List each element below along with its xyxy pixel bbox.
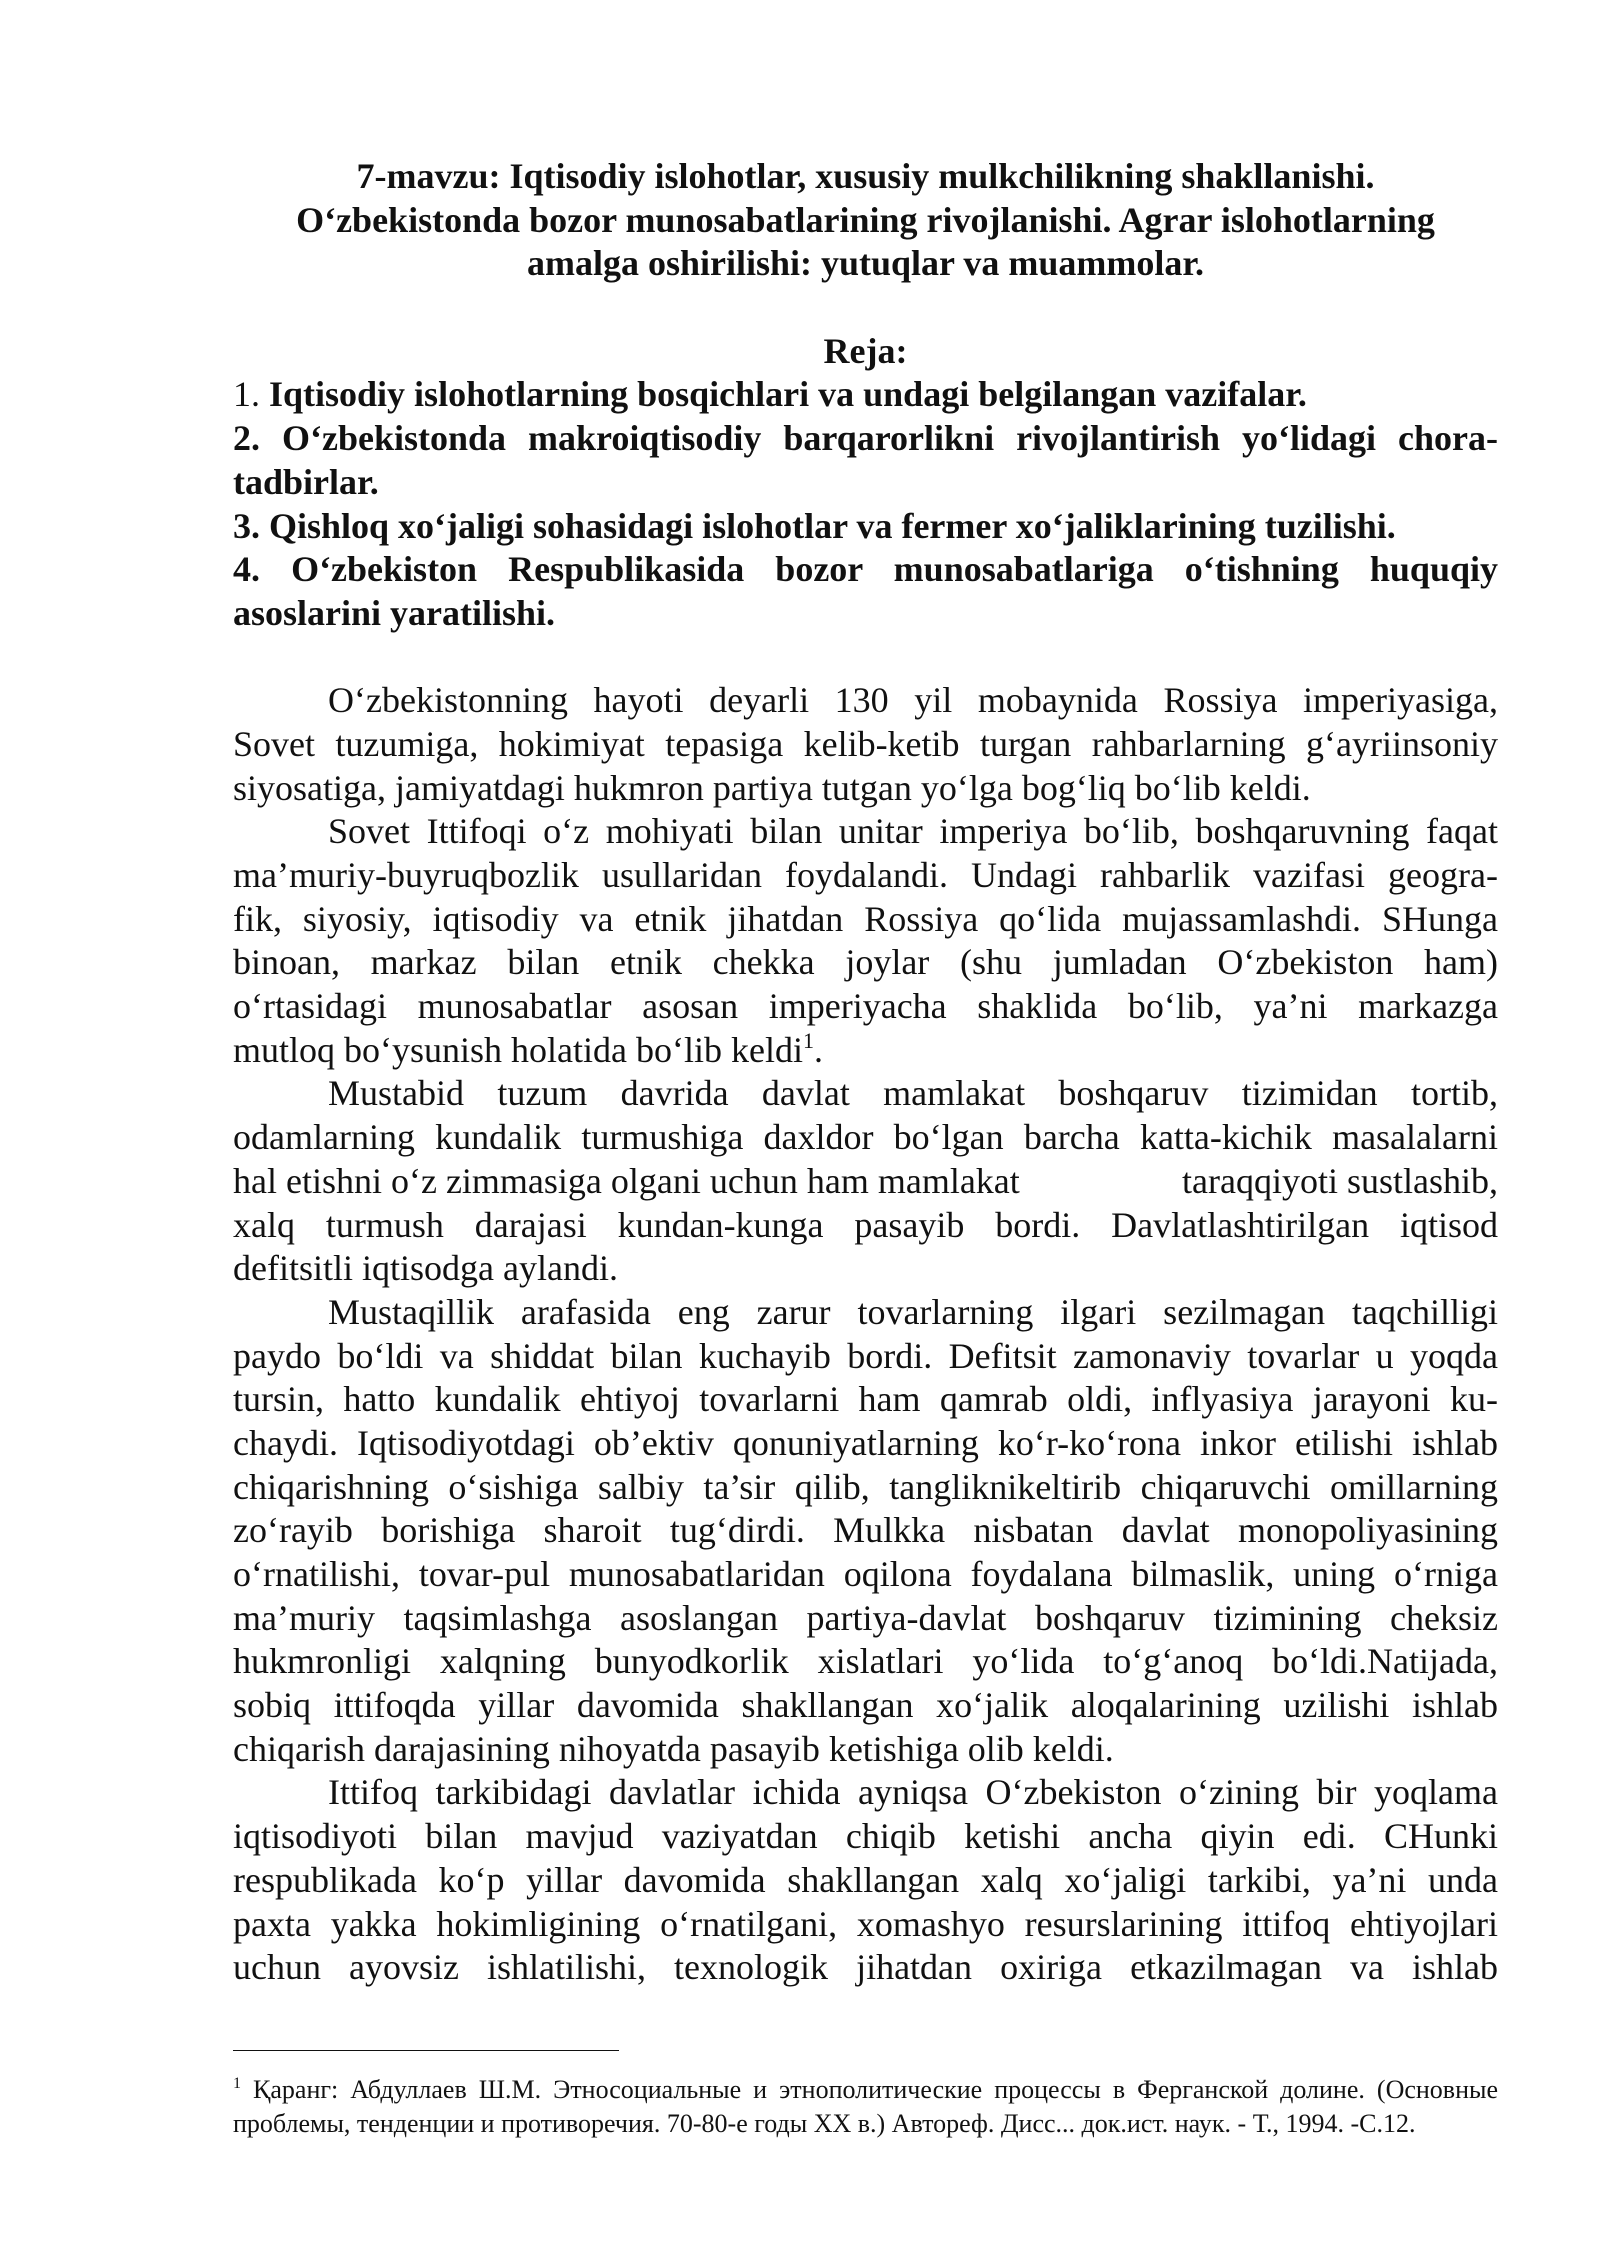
plan-item: [233, 548, 1498, 592]
blank-line: [233, 286, 1498, 330]
paragraph-line: iqtisodiyoti bilan mavjud vaziyatdan chiqib ketishi ancha qiyin edi. CHunki: [233, 1816, 1498, 1857]
plan-section: [233, 330, 1498, 636]
plan-item-continuation: asoslarini yaratilishi.: [233, 592, 556, 633]
paragraph-line-segment: taraqqiyoti sustlashib,: [1182, 1160, 1498, 1201]
footnote-marker: 1: [233, 2075, 241, 2092]
plan-item-text: Qishloq xo‘jaligi sohasidagi islohotlar va fermer xo‘jaliklarining tuzilishi.: [269, 505, 1396, 546]
plan-heading: Reja:: [823, 330, 908, 371]
paragraph-line: o‘rnatilishi, tovar-pul munosabatlaridan oqilona foydalana bilmaslik, uning o‘rniga: [233, 1554, 1498, 1594]
footnote-separator: [233, 2050, 619, 2051]
paragraph-line: defitsitli iqtisodga aylandi.: [233, 1248, 618, 1289]
paragraph-line: hukmronligi xalqning bunyodkorlik xislatlari yo‘lida to‘g‘anoq bo‘ldi.Natijada,: [233, 1641, 1498, 1682]
document-title: [233, 155, 1498, 286]
footnote-line: проблемы, тенденции и противоречия. 70-80-е годы XX в.) Автореф. Дисс... док.ист. наук. - Т., 1994. -С.12.: [233, 2109, 1416, 2138]
paragraph-line: [233, 1160, 1498, 1204]
plan-item: [233, 417, 1498, 461]
paragraph-line: Mustabid tuzum davrida davlat mamlakat boshqaruv tizimidan tortib,: [328, 1073, 1498, 1114]
paragraph-line: Sovet tuzumiga, hokimiyat tepasiga kelib-ketib turgan rahbarlarning g‘ayriinsoniy: [233, 723, 1498, 764]
paragraph-line-end: .: [813, 1029, 823, 1070]
paragraph-line-segment: hal etishni o‘z zimmasiga olgani uchun ham mamlakat: [233, 1160, 1020, 1201]
plan-item: [233, 373, 1498, 417]
plan-item: [233, 505, 1498, 549]
plan-item-text: Iqtisodiy islohotlarning bosqichlari va undagi belgilangan vazifalar.: [269, 374, 1307, 415]
paragraph-line: paxta yakka hokimligining o‘rnatilgani, xomashyo resurslarining ittifoq ehtiyojlari: [233, 1903, 1498, 1944]
paragraph-line: binoan, markaz bilan etnik chekka joylar (shu jumladan O‘zbekiston ham): [233, 942, 1498, 983]
footnote-line: [233, 2073, 1498, 2107]
paragraph-line: chiqarishning o‘sishiga salbiy ta’sir qilib, tangliknikeltirib chiqaruvchi omillarning: [233, 1466, 1498, 1507]
paragraph-line: sobiq ittifoqda yillar davomida shakllangan xo‘jalik aloqalarining uzilishi ishlab: [233, 1685, 1498, 1726]
paragraph-line: Sovet Ittifoqi o‘z mohiyati bilan unitar imperiya bo‘lib, boshqaruvning faqat: [328, 811, 1498, 852]
paragraph-line: respublikada ko‘p yillar davomida shakllangan xalq xo‘jaligi tarkibi, ya’ni unda: [233, 1859, 1498, 1900]
paragraph: [233, 1072, 1498, 1290]
page-content: [233, 155, 1498, 1990]
paragraph-line: uchun ayovsiz ishlatilishi, texnologik jihatdan oxiriga etkazilmagan va ishlab: [233, 1947, 1498, 1988]
footnote-text: Қаранг: Абдуллаев Ш.М. Этносоциальные и этнополитические процессы в Ферганской долине. (Основные: [253, 2075, 1499, 2104]
title-line: amalga oshirilishi: yutuqlar va muammolar.: [526, 243, 1205, 284]
paragraph-line: [233, 1029, 1498, 1073]
plan-item-text: O‘zbekiston Respublikasida bozor munosabatlariga o‘tishning huquqiy: [291, 549, 1498, 590]
plan-item-number: 1.: [233, 374, 260, 415]
footnote-reference: 1: [802, 1027, 814, 1053]
paragraph-line: fik, siyosiy, iqtisodiy va etnik jihatdan Rossiya qo‘lida mujassamlashdi. SHunga: [233, 898, 1498, 939]
body-text: [233, 679, 1498, 1990]
paragraph-line-text: mutloq bo‘ysunish holatida bo‘lib keldi: [233, 1029, 803, 1070]
paragraph: [233, 1771, 1498, 1989]
plan-item-number: 3.: [233, 505, 260, 546]
paragraph-line: tursin, hatto kundalik ehtiyoj tovarlarni ham qamrab oldi, inflyasiya jarayoni ku-: [233, 1379, 1498, 1420]
paragraph-line: Ittifoq tarkibidagi davlatlar ichida ayniqsa O‘zbekiston o‘zining bir yoqlama: [328, 1772, 1498, 1813]
plan-item-continuation: tadbirlar.: [233, 461, 379, 502]
paragraph: [233, 679, 1498, 810]
paragraph-line: zo‘rayib borishiga sharoit tug‘dirdi. Mulkka nisbatan davlat monopoliyasining: [233, 1510, 1498, 1551]
footnote: [233, 2073, 1498, 2141]
paragraph-line: xalq turmush darajasi kundan-kunga pasayib bordi. Davlatlashtirilgan iqtisod: [233, 1204, 1498, 1245]
blank-line: [233, 636, 1498, 680]
plan-item-number: 2.: [233, 418, 260, 459]
paragraph-line: o‘rtasidagi munosabatlar asosan imperiyacha shaklida bo‘lib, ya’ni markazga: [233, 986, 1498, 1027]
paragraph: [233, 810, 1498, 1072]
plan-item-text: O‘zbekistonda makroiqtisodiy barqarorlikni rivojlantirish yo‘lidagi chora-: [281, 418, 1499, 459]
paragraph-line: paydo bo‘ldi va shiddat bilan kuchayib bordi. Defitsit zamonaviy tovarlar u yoqda: [233, 1335, 1498, 1376]
paragraph-line: odamlarning kundalik turmushiga daxldor bo‘lgan barcha katta-kichik masalalarni: [233, 1117, 1498, 1158]
paragraph-line: chaydi. Iqtisodiyotdagi ob’ektiv qonuniyatlarning ko‘r-ko‘rona inkor etilishi ishlab: [233, 1422, 1498, 1463]
paragraph: [233, 1291, 1498, 1772]
paragraph-line: ma’muriy taqsimlashga asoslangan partiya-davlat boshqaruv tizimining cheksiz: [233, 1597, 1498, 1638]
title-line: O‘zbekistonda bozor munosabatlarining rivojlanishi. Agrar islohotlarning: [296, 199, 1435, 240]
paragraph-line: siyosatiga, jamiyatdagi hukmron partiya tutgan yo‘lga bog‘liq bo‘lib keldi.: [233, 767, 1311, 808]
paragraph-line: chiqarish darajasining nihoyatda pasayib ketishiga olib keldi.: [233, 1728, 1114, 1769]
title-line: 7-mavzu: Iqtisodiy islohotlar, xususiy mulkchilikning shakllanishi.: [356, 156, 1375, 196]
paragraph-line: O‘zbekistonning hayoti deyarli 130 yil mobaynida Rossiya imperiyasiga,: [328, 680, 1498, 721]
paragraph-line: ma’muriy-buyruqbozlik usullaridan foydalandi. Undagi rahbarlik vazifasi geogra-: [233, 855, 1498, 895]
paragraph-line: Mustaqillik arafasida eng zarur tovarlarning ilgari sezilmagan taqchilligi: [328, 1291, 1498, 1332]
plan-item-number: 4.: [233, 549, 260, 590]
